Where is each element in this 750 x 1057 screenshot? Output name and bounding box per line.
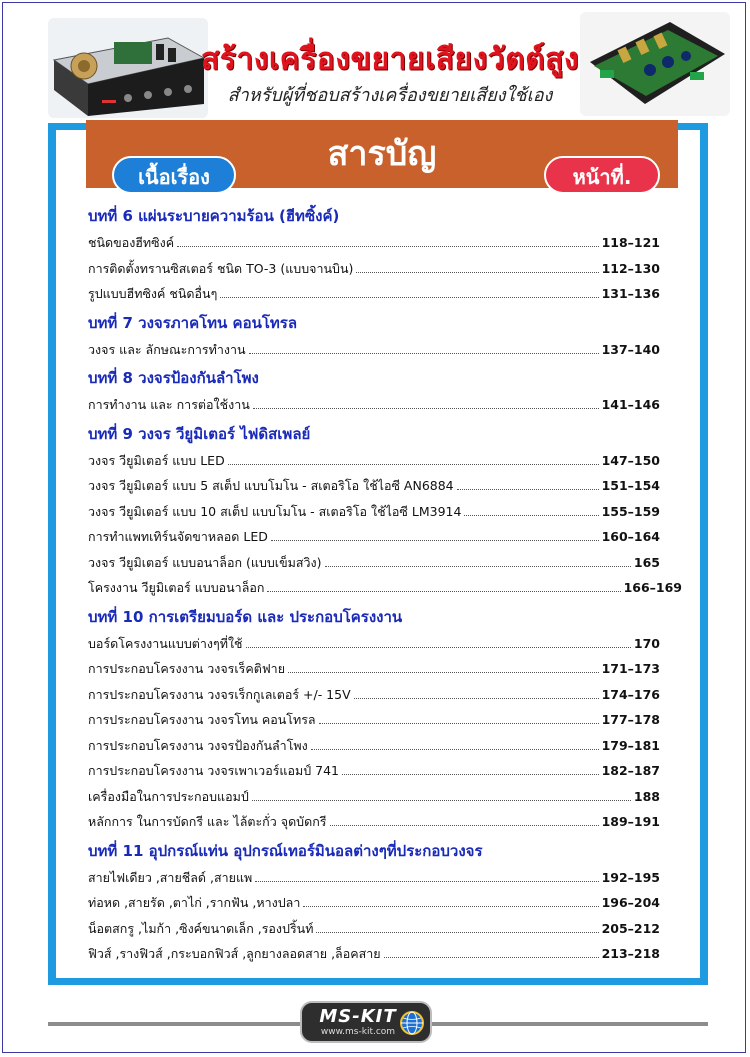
toc-entry-label: การประกอบโครงงาน วงจรโทน คอนโทรล bbox=[88, 712, 316, 727]
toc-entry bbox=[88, 916, 660, 942]
dot-leader bbox=[228, 464, 599, 465]
toc-entry-label: การประกอบโครงงาน วงจรป้องกันลำโพง bbox=[88, 737, 308, 753]
toc-entry-label: การทำแพทเทิร์นจัดขาหลอด LED bbox=[88, 529, 268, 544]
dot-leader bbox=[464, 515, 598, 516]
toc-entry-label: วงจร วียูมิเตอร์ แบบ LED bbox=[88, 452, 225, 468]
toc-entry bbox=[88, 448, 660, 474]
table-of-contents bbox=[88, 200, 684, 967]
book-subtitle: สำหรับผู้ที่ชอบสร้างเครื่องขยายเสียงใช้เอง bbox=[227, 85, 553, 106]
toc-entry bbox=[88, 499, 660, 525]
toc-entry-label: การประกอบโครงงาน วงจรเร็กกูเลเตอร์ +/- 15V bbox=[88, 686, 351, 702]
dot-leader bbox=[384, 957, 599, 958]
toc-title: สารบัญ bbox=[327, 134, 437, 174]
toc-entry-pages: 171–173 bbox=[601, 661, 660, 676]
dot-leader bbox=[325, 566, 631, 567]
toc-entry-pages: 170 bbox=[633, 635, 660, 651]
dot-leader bbox=[288, 672, 599, 673]
toc-entry-pages: 118–121 bbox=[601, 235, 660, 250]
toc-entry-pages: 151–154 bbox=[601, 478, 660, 493]
toc-entry bbox=[88, 707, 660, 733]
dot-leader bbox=[311, 749, 599, 750]
toc-entry-pages: 189–191 bbox=[601, 814, 660, 829]
logo-url: www.ms-kit.com bbox=[320, 1027, 396, 1037]
toc-entry-label: หลักการ ในการบัดกรี และ ไล้ตะกั่ว จุดบัดกรี bbox=[88, 814, 327, 829]
toc-entry bbox=[88, 941, 660, 967]
toc-entry bbox=[88, 865, 660, 891]
toc-entry-pages: 188 bbox=[633, 788, 660, 804]
dot-leader bbox=[354, 698, 599, 699]
toc-entry-label: การติดตั้งทรานซิสเตอร์ ชนิด TO-3 (แบบจานบิน) bbox=[88, 260, 354, 276]
toc-entry-pages: 177–178 bbox=[601, 712, 660, 727]
toc-entry-pages: 165 bbox=[633, 554, 660, 570]
chapter-heading: บทที่ 9 วงจร วียูมิเตอร์ ไฟดิสเพลย์ bbox=[88, 424, 311, 443]
toc-entry bbox=[88, 656, 660, 682]
toc-entry bbox=[88, 337, 660, 363]
toc-entry bbox=[88, 281, 660, 307]
chapter-heading: บทที่ 8 วงจรป้องกันลำโพง bbox=[88, 369, 259, 387]
toc-entry-label: วงจร และ ลักษณะการทำงาน bbox=[88, 341, 246, 357]
globe-icon bbox=[400, 1011, 424, 1035]
book-title: สร้างเครื่องขยายเสียงวัตต์สูง bbox=[200, 42, 580, 77]
toc-entry-pages: 196–204 bbox=[601, 895, 660, 910]
dot-leader bbox=[330, 825, 599, 826]
toc-entry-pages: 192–195 bbox=[601, 869, 660, 885]
toc-entry bbox=[88, 758, 660, 784]
toc-entry bbox=[88, 575, 682, 601]
toc-entry-pages: 174–176 bbox=[601, 686, 660, 702]
logo-text: MS-KIT bbox=[319, 1006, 397, 1027]
toc-entry-pages: 137–140 bbox=[601, 341, 660, 357]
dot-leader bbox=[271, 540, 599, 541]
toc-entry-label: ชนิดของฮีทซิงค์ bbox=[88, 235, 175, 250]
toc-entry bbox=[88, 784, 660, 810]
dot-leader bbox=[303, 906, 598, 907]
toc-entry-pages: 205–212 bbox=[601, 920, 660, 936]
toc-entry-pages: 213–218 bbox=[601, 946, 660, 961]
toc-entry-label: วงจร วียูมิเตอร์ แบบ 5 สเต็ป แบบโมโน - สเตอริโอ ใช้ไอซี AN6884 bbox=[88, 478, 454, 493]
toc-entry bbox=[88, 550, 660, 576]
toc-entry bbox=[88, 256, 660, 282]
dot-leader bbox=[267, 591, 620, 592]
toc-entry bbox=[88, 890, 660, 916]
toc-entry-label: สายไฟเดียว ,สายชีลด์ ,สายแพ bbox=[88, 869, 253, 885]
dot-leader bbox=[457, 489, 599, 490]
toc-entry-pages: 147–150 bbox=[601, 452, 660, 468]
dot-leader bbox=[255, 881, 598, 882]
dot-leader bbox=[249, 353, 599, 354]
dot-leader bbox=[356, 272, 598, 273]
toc-entry-label: ฟิวส์ ,รางฟิวส์ ,กระบอกฟิวส์ ,ลูกยางลอดสาย ,ล็อคสาย bbox=[88, 946, 381, 961]
ms-kit-logo bbox=[300, 1001, 432, 1043]
toc-entry-pages: 179–181 bbox=[601, 737, 660, 753]
toc-entry-label: การประกอบโครงงาน วงจรเพาเวอร์แอมป์ 741 bbox=[88, 763, 339, 778]
dot-leader bbox=[319, 723, 599, 724]
chapter-heading: บทที่ 7 วงจรภาคโทน คอนโทรล bbox=[88, 313, 298, 332]
toc-entry-pages: 160–164 bbox=[601, 529, 660, 544]
toc-entry bbox=[88, 230, 660, 256]
chapter-heading: บทที่ 6 แผ่นระบายความร้อน (ฮีทซิ้งค์) bbox=[88, 207, 340, 225]
toc-entry-pages: 131–136 bbox=[601, 286, 660, 301]
toc-entry-label: เครื่องมือในการประกอบแอมป์ bbox=[88, 788, 249, 804]
toc-entry bbox=[88, 809, 660, 835]
toc-entry bbox=[88, 524, 660, 550]
page-column-label: หน้าที่. bbox=[544, 156, 660, 194]
toc-entry-label: การทำงาน และ การต่อใช้งาน bbox=[88, 397, 250, 412]
dot-leader bbox=[316, 932, 598, 933]
toc-entry-label: วงจร วียูมิเตอร์ แบบอนาล็อก (แบบเข็มสวิง) bbox=[88, 554, 322, 570]
toc-entry bbox=[88, 733, 660, 759]
chapter-heading: บทที่ 11 อุปกรณ์แท่น อุปกรณ์เทอร์มินอลต่างๆที่ประกอบวงจร bbox=[88, 841, 483, 860]
dot-leader bbox=[220, 297, 598, 298]
toc-entry-label: โครงงาน วียูมิเตอร์ แบบอนาล็อก bbox=[88, 580, 265, 595]
toc-entry-label: วงจร วียูมิเตอร์ แบบ 10 สเต็ป แบบโมโน - สเตอริโอ ใช้ไอซี LM3914 bbox=[88, 503, 462, 519]
toc-entry-label: น็อตสกรู ,ไมก้า ,ซิงค์ขนาดเล็ก ,รองปริ้นท์ bbox=[88, 920, 314, 936]
toc-entry-label: การประกอบโครงงาน วงจรเร็คติฟาย bbox=[88, 661, 286, 676]
dot-leader bbox=[177, 246, 598, 247]
content-column-label: เนื้อเรื่อง bbox=[112, 156, 236, 194]
toc-entry-pages: 182–187 bbox=[601, 763, 660, 778]
toc-entry-pages: 166–169 bbox=[623, 580, 682, 595]
toc-entry-label: ท่อหด ,สายรัด ,ตาไก่ ,รากฟัน ,หางปลา bbox=[88, 895, 301, 910]
circuit-board-photo bbox=[580, 12, 730, 116]
toc-entry bbox=[88, 473, 660, 499]
toc-entry bbox=[88, 682, 660, 708]
toc-entry-pages: 141–146 bbox=[601, 397, 660, 412]
toc-entry-pages: 112–130 bbox=[601, 260, 660, 276]
toc-entry-pages: 155–159 bbox=[601, 503, 660, 519]
toc-entry bbox=[88, 631, 660, 657]
toc-entry-label: บอร์ดโครงงานแบบต่างๆที่ใช้ bbox=[88, 635, 243, 651]
toc-entry bbox=[88, 392, 660, 418]
toc-entry-label: รูปแบบฮีทซิงค์ ชนิดอื่นๆ bbox=[88, 286, 218, 301]
dot-leader bbox=[246, 647, 631, 648]
dot-leader bbox=[252, 800, 631, 801]
dot-leader bbox=[342, 774, 599, 775]
dot-leader bbox=[253, 408, 599, 409]
chapter-heading: บทที่ 10 การเตรียมบอร์ด และ ประกอบโครงงาน bbox=[88, 607, 403, 626]
amplifier-photo bbox=[48, 18, 208, 118]
